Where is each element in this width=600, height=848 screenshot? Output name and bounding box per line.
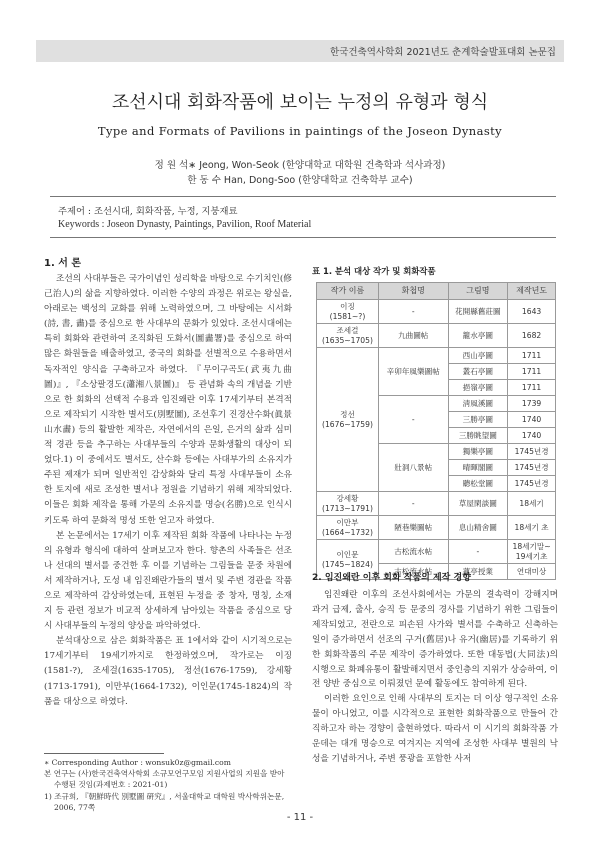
year-cell: 1745년경 bbox=[508, 476, 556, 492]
year-cell: 18세기 bbox=[508, 492, 556, 516]
year-cell: 1711 bbox=[508, 380, 556, 396]
painting-cell: 籠水亭圖 bbox=[448, 324, 508, 348]
paper-title: 조선시대 회화작품에 보이는 누정의 유형과 형식 bbox=[111, 92, 489, 113]
section-heading-trends: 2. 임진왜란 이후 회화 작품의 제작 경향 bbox=[312, 573, 471, 583]
year-cell: 1740 bbox=[508, 412, 556, 428]
year-cell: 1711 bbox=[508, 348, 556, 364]
footnote-1: 1) 조규희, 『朝鮮時代 別墅圖 硏究』, 서울대학교 대학원 박사학위논문, 2006, 77쪽 bbox=[44, 791, 285, 812]
album-cell: 壯洞八景帖 bbox=[378, 444, 448, 492]
artist-cell: 정선 (1676~1759) bbox=[317, 348, 379, 492]
table-row bbox=[317, 300, 556, 324]
intro-paragraph-3: 분석대상으로 삼은 회화작품은 표 1에서와 같이 시기적으로는 17세기부터 19세기까지로 한정하였으며, 작가로는 이징(1581-?), 조세걸(1635-1705), 정선(1676-1759), 강세황(1713-1791), 이만부(1664-1732), 이인문(1745-1824)의 작품을 대상으로 하였다. bbox=[44, 636, 292, 707]
painting-cell: 三勝亭圖 bbox=[448, 412, 508, 428]
page-number: - 11 - bbox=[286, 812, 314, 823]
album-cell: 九曲圖帖 bbox=[378, 324, 448, 348]
painting-cell: 西山亭圖 bbox=[448, 348, 508, 364]
col-header-artist: 작가 이름 bbox=[317, 283, 379, 300]
table-row bbox=[317, 516, 556, 540]
keywords-english: Keywords : Joseon Dynasty, Paintings, Pavilion, Roof Material bbox=[58, 219, 312, 230]
album-cell: 古松流水帖 bbox=[378, 564, 448, 580]
painting-cell: 息山精舍圖 bbox=[448, 516, 508, 540]
painting-cell: 蓮亭授業 bbox=[448, 564, 508, 580]
table-row bbox=[317, 348, 556, 364]
col-header-album: 화첩명 bbox=[378, 283, 448, 300]
table-row bbox=[317, 324, 556, 348]
table-caption: 표 1. 분석 대상 작가 및 회화작품 bbox=[312, 266, 436, 276]
painting-cell: 挹嶺亭圖 bbox=[448, 380, 508, 396]
year-cell: 1745년경 bbox=[508, 444, 556, 460]
year-cell: 1745년경 bbox=[508, 460, 556, 476]
footnote-rule bbox=[44, 753, 164, 754]
album-cell: - bbox=[378, 492, 448, 516]
year-cell: 연대미상 bbox=[508, 564, 556, 580]
year-cell: 1739 bbox=[508, 396, 556, 412]
painting-cell: 花開縣舊莊圖 bbox=[448, 300, 508, 324]
keywords-korean: 주제어 : 조선시대, 회화작품, 누정, 지붕재료 bbox=[58, 206, 238, 217]
artist-cell: 강세황 (1713~1791) bbox=[317, 492, 379, 516]
year-cell: 1711 bbox=[508, 364, 556, 380]
painting-cell: 淸風溪圖 bbox=[448, 396, 508, 412]
running-header: 한국건축역사학회 2021년도 춘계학술발표대회 논문집 bbox=[330, 47, 556, 58]
left-column bbox=[44, 254, 292, 710]
col-header-year: 제작년도 bbox=[508, 283, 556, 300]
trends-paragraph-1: 임진왜란 이후의 조선사회에서는 가문의 결속력이 강해지며 과거 급제, 출사, 승직 등 문중의 경사를 기념하기 위한 그림들이 제작되었고, 전란으로 피손된 사가와 별서를 수축하고 신축하는 일이 증가하면서 선조의 구거(舊居)나 유거(幽居)를 기록하기 위한 회화작품의 주문 제작이 증가하였다. 또한 대동법(大同法)의 시행으로 화폐유통이 활발해지면서 중인층의 지위가 상승하여, 이전 양반 중심으로 이뤄졌던 문예 활동에도 참여하게 된다. bbox=[312, 590, 558, 690]
table-row bbox=[317, 540, 556, 564]
year-cell: 1643 bbox=[508, 300, 556, 324]
artist-cell: 이징 (1581~?) bbox=[317, 300, 379, 324]
year-cell: 18세기말~ 19세기초 bbox=[508, 540, 556, 564]
table-header-row bbox=[317, 283, 556, 300]
painting-cell: 獨樂亭圖 bbox=[448, 444, 508, 460]
painting-cell: - bbox=[448, 540, 508, 564]
artist-cell: 이만부 (1664~1732) bbox=[317, 516, 379, 540]
album-cell: 辛卯年風樂圖帖 bbox=[378, 348, 448, 396]
keywords-bottom-rule bbox=[50, 237, 556, 238]
keywords-top-rule bbox=[50, 196, 556, 197]
intro-paragraph-1: 조선의 사대부들은 국가이념인 성리학을 바탕으로 수기치인(修己治人)의 삶을 지향하였다. 이러한 수양의 과정은 위로는 왕실을, 아래로는 백성의 교화를 위해 노력하였으며, 그 바탕에는 시서화(詩, 書, 畵)를 중심으로 한 사대부의 문화가 있었다. 조선시대에는 특히 회화와 관련하여 조직화된 도화서(圖畵署)를 중심으로 하여 많은 화원들을 배출하였고, 중국의 회화를 선별적으로 수용하면서 독자적인 양식을 구축하고자 하였다. 『무이구곡도(武夷九曲圖)』, 『소상팔경도(瀟湘八景圖)』 등 관념화 속의 개념을 기반으로 한 회화의 선택적 수용과 임진왜란 이후 17세기부터 본격적으로 제작되기 시작한 별서도(別墅圖), 조선후기 진경산수화(眞景山水畵) 등의 활발한 제작은, 자연에서의 은일, 은거의 삶과 심미적 경관 등을 추구하는 사대부들의 수양과 문화생활의 대상이 되었다.1) 이 중에서도 별서도, 산수화 등에는 사대부가의 소유지가 주된 제재가 되며 일반적인 감상화와 달리 특정 사대부들이 소유한 토지에 새로 조성한 별서나 정원을 기념하기 위해 제작되었다. 이들은 회화 제작을 통해 가문의 소유지를 명승(名勝)으로 인식시키도록 하여 문화적 명성 또한 얻고자 하였다. bbox=[44, 274, 292, 526]
year-cell: 1740 bbox=[508, 428, 556, 444]
year-cell: 1682 bbox=[508, 324, 556, 348]
table-row bbox=[317, 492, 556, 516]
artwork-table bbox=[316, 282, 556, 580]
artist-cell: 조세걸 (1635~1705) bbox=[317, 324, 379, 348]
footnotes bbox=[44, 757, 294, 813]
funding-note: 본 연구는 (사)한국건축역사학회 소규모연구모임 지원사업의 지원을 받아 수행된 것임(과제번호 : 2021-01) bbox=[44, 769, 285, 790]
year-cell: 18세기 초 bbox=[508, 516, 556, 540]
painting-cell: 晴暉閣圖 bbox=[448, 460, 508, 476]
artist-cell: 이인문 (1745~1824) bbox=[317, 540, 379, 580]
album-cell: 陋巷樂圖帖 bbox=[378, 516, 448, 540]
section-heading-intro: 1. 서 론 bbox=[44, 258, 82, 269]
painting-cell: 草屋閑談圖 bbox=[448, 492, 508, 516]
album-cell: - bbox=[378, 396, 448, 444]
painting-cell: 叢石亭圖 bbox=[448, 364, 508, 380]
intro-paragraph-2: 본 논문에서는 17세기 이후 제작된 회화 작품에 나타나는 누정의 유형과 형식에 대하여 살펴보고자 한다. 향촌의 사족들은 선조나 선대의 별서를 중건한 후 이를 기념하는 그림들을 문중 차원에서 제작하거나, 도성 내 임진왜란가들의 별서 및 주변 경관을 작품으로 제작하여 감상하였는데, 표현된 누정을 중 창자, 명칭, 소재지 등 관련 정보가 비교적 상세하게 남아있는 작품을 중심으로 당시 사대부들의 누정의 양상을 파악하였다. bbox=[44, 530, 292, 632]
painting-cell: 聽松堂圖 bbox=[448, 476, 508, 492]
col-header-title: 그림명 bbox=[448, 283, 508, 300]
trends-paragraph-2: 이러한 요인으로 인해 사대부의 토지는 더 이상 영구적인 소유물이 아니었고, 이를 시각적으로 표현한 회화작품으로 만들어 간직하고자 하는 경향이 출현하였다. 따라서 이 시기의 회화작품 가운데는 대개 명승으로 여겨지는 지역에 조성한 사대부 별원의 낙성을 기념하거나, 주변 풍광을 포함한 사저 bbox=[312, 694, 558, 764]
album-cell: - bbox=[378, 300, 448, 324]
paper-subtitle: Type and Formats of Pavilions in paintings of the Joseon Dynasty bbox=[97, 124, 503, 138]
author-line-2: 한 동 수 Han, Dong-Soo (한양대학교 건축학부 교수) bbox=[187, 175, 413, 186]
right-column bbox=[312, 570, 558, 767]
corresponding-author-note: ∗ Corresponding Author : wonsuk0z@gmail.com bbox=[44, 758, 231, 767]
author-line-1: 정 원 석∗ Jeong, Won-Seok (한양대학교 대학원 건축학과 석사과정) bbox=[154, 160, 446, 171]
painting-cell: 三勝眺望圖 bbox=[448, 428, 508, 444]
album-cell: 古松流水帖 bbox=[378, 540, 448, 564]
